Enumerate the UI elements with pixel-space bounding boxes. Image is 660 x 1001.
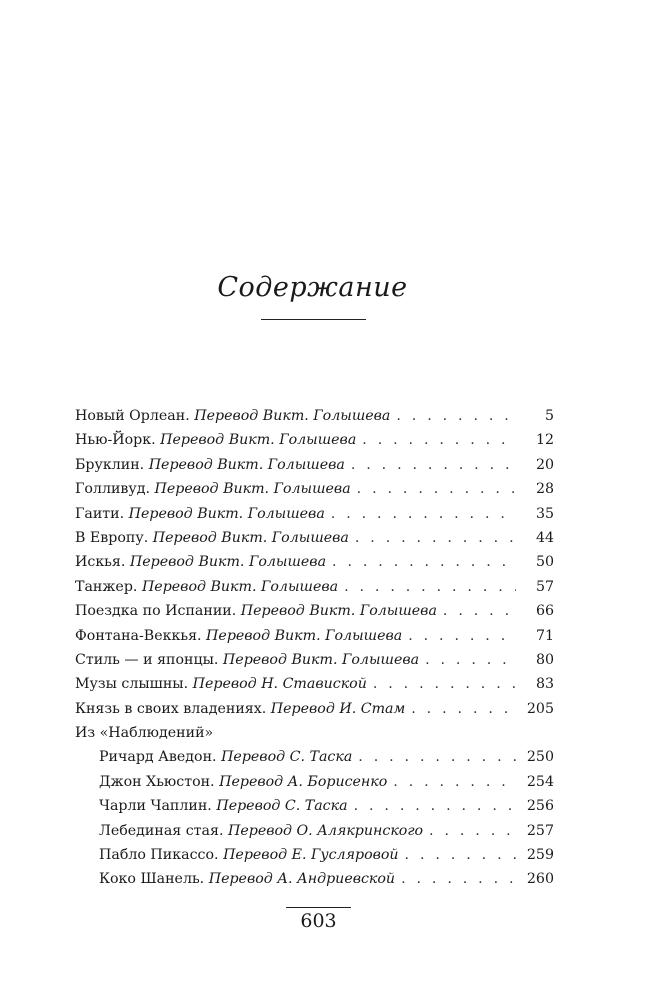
toc-subentry[interactable] [75,774,554,798]
toc-entry-page: 35 [535,505,554,522]
toc-entry-translator: Перевод Викт. Голышева [141,578,339,595]
title-underline [261,319,366,320]
toc-subentry[interactable] [75,847,554,871]
toc-entry[interactable] [75,481,554,505]
toc-entry-page: 83 [535,676,554,693]
toc-entry-page: 28 [535,481,554,498]
toc-entry-title: Голливуд. [75,481,150,498]
toc-entry[interactable] [75,554,554,578]
toc-entry[interactable] [75,432,554,456]
toc-entry-title: Стиль — и японцы. [75,651,219,668]
toc-entry[interactable] [75,676,554,700]
toc-entry-title: Нью-Йорк. [75,432,156,449]
dot-leader [411,701,516,717]
toc-entry-translator: Перевод Викт. Голышева [154,481,351,498]
toc-entry[interactable] [75,530,554,554]
toc-entry-title: Чарли Чаплин. [99,798,212,815]
toc-section-heading [75,725,554,749]
toc-entry-page: 44 [535,529,554,546]
toc-entry-title: Лебединая стая. [99,822,224,839]
toc-subentry[interactable] [75,823,554,847]
dot-leader [331,506,516,522]
toc-entry-page: 71 [535,627,554,644]
dot-leader [408,628,516,644]
toc-entry-translator: Перевод Викт. Голышева [206,627,403,644]
toc-entry-title: Бруклин. [75,456,145,473]
toc-entry-page: 57 [535,578,554,595]
dot-leader [443,603,516,619]
toc-entry-title: Искья. [75,554,126,571]
toc-entry-page: 254 [526,773,554,790]
toc-entry-page: 259 [526,847,554,864]
toc-entry-title: Гаити. [75,505,125,522]
toc-entry-page: 80 [535,651,554,668]
toc-entry-page: 50 [535,554,554,571]
toc-entry[interactable] [75,701,554,725]
toc-entry-page: 256 [526,798,554,815]
table-of-contents [75,408,554,896]
dot-leader [355,530,516,546]
toc-entry-page: 205 [526,700,554,717]
dot-leader [405,847,516,863]
toc-entry-title: Пабло Пикассо. [99,847,219,864]
toc-entry-title: Новый Орлеан. [75,408,190,424]
dot-leader [393,774,516,790]
page-title: Содержание [217,272,408,303]
toc-entry-translator: Перевод Викт. Голышева [240,603,437,620]
dot-leader [332,554,516,570]
toc-entry-title: Коко Шанель. [99,871,205,888]
dot-leader [373,676,516,692]
toc-entry-translator: Перевод Викт. Голышева [128,505,325,522]
dot-leader [351,457,516,473]
dot-leader [362,432,516,448]
toc-entry-page: 257 [526,822,554,839]
dot-leader [354,798,516,814]
toc-entry[interactable] [75,579,554,603]
toc-entry-translator: Перевод А. Андриевской [208,871,396,888]
toc-subentry[interactable] [75,871,554,895]
toc-entry-page: 250 [526,749,554,766]
toc-entry-translator: Перевод С. Таска [221,749,353,766]
dot-leader [425,652,516,668]
toc-entry-translator: Перевод А. Борисенко [219,773,388,790]
toc-entry-translator: Перевод Викт. Голышева [194,408,391,424]
toc-entry[interactable] [75,408,554,432]
toc-entry-translator: Перевод Викт. Голышева [222,651,420,668]
toc-entry-title: Ричард Аведон. [99,749,217,766]
toc-entry[interactable] [75,506,554,530]
toc-entry-title: Поездка по Испании. [75,603,237,620]
toc-entry-translator: Перевод Е. Гусляровой [223,847,399,864]
dot-leader [358,749,516,765]
toc-entry-title: Музы слышны. [75,676,189,693]
toc-entry[interactable] [75,457,554,481]
toc-entry[interactable] [75,628,554,652]
toc-entry-translator: Перевод Викт. Голышева [148,456,345,473]
toc-entry-title: Танжер. [75,578,138,595]
toc-entry-translator: Перевод Викт. Голышева [160,432,357,449]
toc-entry-page: 5 [544,408,554,424]
toc-section-title: Из «Наблюдений» [75,725,214,742]
toc-entry[interactable] [75,603,554,627]
toc-entry-title: Князь в своих владениях. [75,700,267,717]
toc-entry-page: 20 [535,456,554,473]
toc-entry-translator: Перевод Викт. Голышева [152,529,349,546]
toc-entry-translator: Перевод С. Таска [216,798,348,815]
toc-entry-title: Фонтана-Веккья. [75,627,202,644]
dot-leader [344,579,516,595]
page-number-rule [286,907,351,908]
toc-entry[interactable] [75,652,554,676]
toc-entry-translator: Перевод И. Стам [270,700,406,717]
dot-leader [401,871,516,887]
dot-leader [396,408,516,424]
toc-entry-page: 66 [535,603,554,620]
dot-leader [357,481,516,497]
toc-entry-title: В Европу. [75,529,149,546]
page-number: 603 [300,910,337,932]
toc-subentry[interactable] [75,798,554,822]
toc-entry-translator: Перевод О. Алякринского [227,822,424,839]
toc-entry-translator: Перевод Н. Ставиской [192,676,367,693]
toc-entry-translator: Перевод Викт. Голышева [129,554,327,571]
toc-subentry[interactable] [75,749,554,773]
toc-entry-title: Джон Хьюстон. [99,773,215,790]
toc-entry-page: 260 [526,871,554,888]
dot-leader [429,823,516,839]
toc-entry-page: 12 [535,432,554,449]
